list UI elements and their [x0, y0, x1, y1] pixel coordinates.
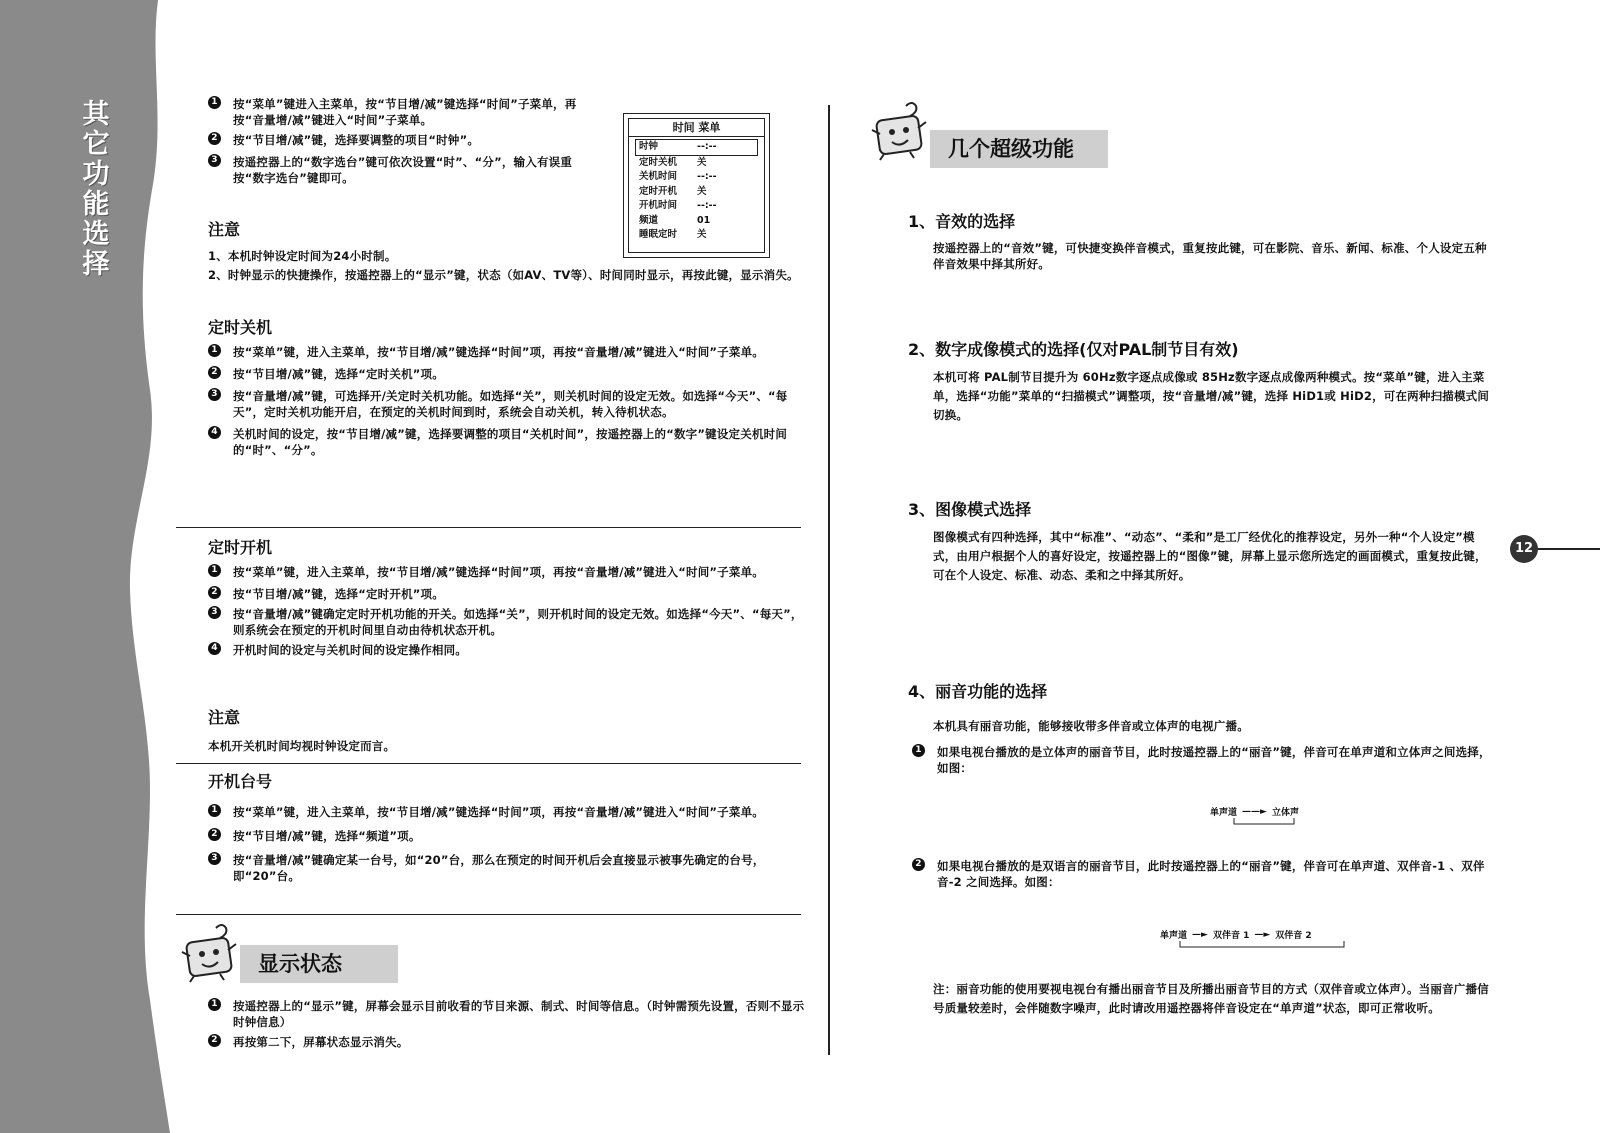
intro-steps [208, 96, 593, 186]
list-item: 4 关机时间的设定，按“节目增/减”键，选择要调整的项目“关机时间”，按遥控器上的“数字”键设定关机时间的“时”、“分”。 [208, 426, 803, 458]
cycle-arrow-icon [1232, 818, 1298, 828]
list-item: 2 按“节目增/减”键，选择“频道”项。 [208, 828, 803, 844]
power-on-channel-steps [208, 804, 803, 884]
note1-title: 注意 [208, 220, 241, 239]
section-title: 3、图像模式选择 [908, 500, 1032, 519]
center-divider [828, 105, 830, 1055]
super-functions-banner: 几个超级功能 [930, 130, 1108, 168]
section-body: 本机可将 PAL制节目提升为 60Hz数字逐点成像或 85Hz数字逐点成像两种模式。按“菜单”键，进入主菜单，选择“功能”菜单的“扫描模式”调整项，按“音量增/减”键，选择 HiD1或 HiD2，可在两种扫描模式间切换。 [933, 370, 1490, 422]
tv-mascot-icon [866, 100, 936, 166]
section-title: 4、丽音功能的选择 [908, 682, 1048, 701]
section-body: 图像模式有四种选择，其中“标准”、“动态”、“柔和”是工厂经优化的推荐设定，另外一种“个人设定”模式，由用户根据个人的喜好设定，按遥控器上的“图像”键，屏幕上显示您所选定的画面模式，重复按此键，可在个人设定、标准、动态、柔和之中择其所好。 [933, 530, 1487, 582]
menu-row: 定时关机 关 [639, 156, 707, 168]
divider [176, 527, 801, 528]
display-status-banner: 显示状态 [240, 945, 398, 983]
list-item: 4 开机时间的设定与关机时间的设定操作相同。 [208, 642, 813, 658]
note2-body: 本机开关机时间均视时钟设定而言。 [208, 739, 396, 753]
list-item: 2 再按第二下，屏幕状态显示消失。 [208, 1034, 808, 1050]
note1-body: 1、本机时钟设定时间为24小时制。 2、时钟显示的快捷操作，按遥控器上的“显示”键，状态（如AV、TV等）、时间同时显示，再按此键，显示消失。 [208, 249, 799, 282]
divider [176, 763, 801, 764]
display-steps [208, 998, 808, 1050]
time-menu-screen [623, 113, 770, 258]
list-item: 3 按“音量增/减”键，可选择开/关定时关机功能。如选择“关”，则关机时间的设定无效。如选择“今天”、“每天”，定时关机功能开启，在预定的关机时间到时，系统会自动关机，转入待机状态。 [208, 388, 803, 420]
sidebar-title: 其 它 功 能 选 择 [82, 99, 110, 280]
timer-on-title: 定时开机 [208, 538, 273, 557]
sound-note: 注：丽音功能的使用要视电视台有播出丽音节目及所播出丽音节目的方式（双伴音或立体声）。当丽音广播信号质量较差时，会伴随数字噪声，此时请改用遥控器将伴音设定在“单声道”状态，即可正常收听。 [933, 982, 1489, 1015]
menu-row: 睡眠定时 关 [639, 229, 707, 240]
cycle-arrow-icon [1178, 941, 1348, 951]
menu-row: 频道 01 [639, 214, 711, 226]
list-item: 3 按“音量增/减”键确定定时开机功能的开关。如选择“关”，则开机时间的设定无效。如选择“今天”、“每天”，则系统会在预定的开机时间里自动由待机状态开机。 [208, 606, 813, 638]
section-intro: 本机具有丽音功能，能够接收带多伴音或立体声的电视广播。 [933, 719, 1249, 733]
divider [176, 914, 801, 915]
section-title: 1、音效的选择 [908, 212, 1016, 231]
list-item: 1 按“菜单”键，进入主菜单，按“节目增/减”键选择“时间”项，再按“音量增/减”键进入“时间”子菜单。 [208, 344, 803, 360]
dual-sound-diagram: 单声道 —► 双伴音 1 —► 双伴音 2 [1160, 929, 1312, 941]
timer-off-title: 定时关机 [208, 318, 273, 337]
tv-mascot-icon [176, 922, 246, 984]
list-item: 1 按“菜单”键，进入主菜单，按“节目增/减”键选择“时间”项，再按“音量增/减”键进入“时间”子菜单。 [208, 564, 813, 580]
section-title: 2、数字成像模式的选择(仅对PAL制节目有效) [908, 340, 1239, 359]
list-item: 2 按“节目增/减”键，选择要调整的项目“时钟”。 [208, 132, 593, 148]
menu-row: 关机时间 --:-- [639, 171, 717, 182]
mono-stereo-diagram: 单声道 ——► 立体声 [1210, 806, 1299, 818]
page-tab-line [1530, 548, 1600, 550]
list-item: 1 按“菜单”键进入主菜单，按“节目增/减”键选择“时间”子菜单，再按“音量增/减”键进入“时间”子菜单。 [208, 96, 593, 128]
page-number: 12 [1510, 535, 1538, 563]
menu-row: 开机时间 --:-- [639, 200, 717, 211]
list-item: 3 按遥控器上的“数字选台”键可依次设置“时”、“分”，输入有误重按“数字选台”键即可。 [208, 154, 593, 186]
timer-off-steps [208, 344, 803, 458]
power-on-channel-title: 开机台号 [208, 772, 273, 791]
timer-on-steps [208, 564, 813, 658]
note2-title: 注意 [208, 708, 241, 727]
list-item: 1 按遥控器上的“显示”键，屏幕会显示目前收看的节目来源、制式、时间等信息。（时钟需预先设置，否则不显示时钟信息） [208, 998, 808, 1030]
menu-title: 时间 菜单 [629, 119, 764, 137]
menu-row: 定时开机 关 [639, 185, 707, 197]
list-item: 2 如果电视台播放的是双语言的丽音节目，此时按遥控器上的“丽音”键，伴音可在单声道、双伴音-1 、双伴音-2 之间选择。如图： [912, 858, 1496, 890]
list-item: 1 如果电视台播放的是立体声的丽音节目，此时按遥控器上的“丽音”键，伴音可在单声道和立体声之间选择，如图： [912, 744, 1496, 776]
list-item: 1 按“菜单”键，进入主菜单，按“节目增/减”键选择“时间”项，再按“音量增/减”键进入“时间”子菜单。 [208, 804, 803, 820]
section-body: 按遥控器上的“音效”键，可快捷变换伴音模式，重复按此键，可在影院、音乐、新闻、标准、个人设定五种伴音效果中择其所好。 [933, 241, 1487, 271]
list-item: 3 按“音量增/减”键确定某一台号，如“20”台，那么在预定的时间开机后会直接显示被事先确定的台号，即“20”台。 [208, 852, 803, 884]
menu-row: 时钟 --:-- [635, 139, 758, 156]
list-item: 2 按“节目增/减”键，选择“定时开机”项。 [208, 586, 813, 602]
list-item: 2 按“节目增/减”键，选择“定时关机”项。 [208, 366, 803, 382]
